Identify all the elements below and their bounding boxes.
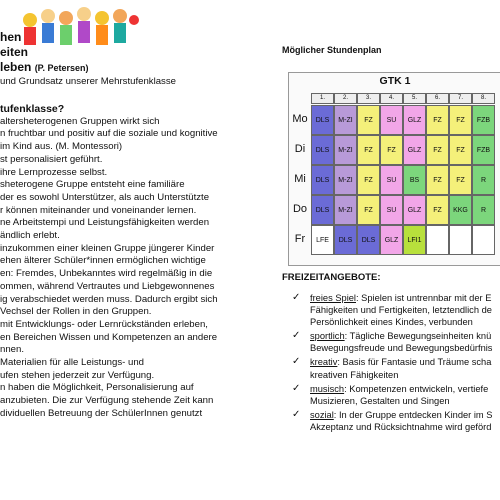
freizeit-item bbox=[290, 356, 500, 380]
timetable-cell: DLS bbox=[311, 105, 334, 135]
timetable-cell: BS bbox=[403, 165, 426, 195]
timetable-cell: FZ bbox=[426, 135, 449, 165]
checkmark-icon: ✓ bbox=[292, 356, 301, 368]
freizeit-item bbox=[290, 292, 500, 328]
text-line: im Kind aus. (M. Montessori) bbox=[0, 141, 123, 153]
left-text bbox=[0, 103, 252, 421]
section-heading: tufenklasse? bbox=[0, 103, 65, 115]
freizeit-text: : Basis für Fantasie und Träume scha bbox=[337, 357, 492, 368]
timetable-cell: SU bbox=[380, 195, 403, 225]
timetable-cell: FZ bbox=[357, 195, 380, 225]
title-line-3-text: leben bbox=[0, 60, 32, 74]
timetable-cell: GLZ bbox=[380, 225, 403, 255]
title-line-1: hen bbox=[0, 30, 22, 44]
checkmark-icon: ✓ bbox=[292, 330, 301, 342]
timetable-cell bbox=[426, 225, 449, 255]
freizeit-item bbox=[290, 383, 500, 407]
text-line: n haben die Möglichkeit, Personalisierung auf bbox=[0, 382, 194, 394]
text-line: r können miteinander und voneinander lernen. bbox=[0, 204, 197, 216]
freizeit-key: kreativ bbox=[310, 357, 338, 368]
timetable-cell bbox=[472, 225, 495, 255]
schedule-title: Möglicher Stundenplan bbox=[282, 45, 382, 55]
text-line: sheterogene Gruppe entsteht eine familiäre bbox=[0, 179, 185, 191]
timetable-cell: M-ZI bbox=[334, 195, 357, 225]
title-line-2: eiten bbox=[0, 45, 29, 59]
text-line: n fruchtbar und positiv auf die soziale und kognitive bbox=[0, 128, 218, 140]
timetable-cell: FZ bbox=[426, 105, 449, 135]
checkmark-icon: ✓ bbox=[292, 292, 301, 303]
period-header: 2. bbox=[334, 93, 357, 104]
timetable-cell: SU bbox=[380, 105, 403, 135]
period-header: 5. bbox=[403, 93, 426, 104]
freizeit-key: sozial bbox=[310, 409, 334, 420]
author: (P. Petersen) bbox=[34, 63, 89, 73]
checkmark-icon: ✓ bbox=[292, 382, 301, 394]
freizeit-text: : Spielen ist untrennbar mit der E bbox=[356, 293, 492, 303]
freizeit-continuation: Akzeptanz und Rücksichtnahme wird geförd bbox=[310, 421, 492, 432]
timetable-cell: M-ZI bbox=[334, 105, 357, 135]
text-line: ihre Lernprozesse selbst. bbox=[0, 166, 108, 178]
text-line: en: Fremdes, Unbekanntes wird regelmäßig in die bbox=[0, 268, 213, 280]
text-line: anzubieten. Die zur Verfügung stehende Zeit kann bbox=[0, 395, 214, 407]
text-line: ig verabschiedet werden muss. Dadurch ergibt sich bbox=[0, 293, 218, 305]
period-header: 3. bbox=[357, 93, 380, 104]
text-line: dividuellen Betreuung der SchülerInnen genutzt bbox=[0, 407, 203, 419]
timetable-cell: FZ bbox=[357, 105, 380, 135]
timetable-cell: DLS bbox=[311, 135, 334, 165]
children-illustration bbox=[22, 0, 140, 48]
text-line: ufen stehen jederzeit zur Verfügung. bbox=[0, 369, 155, 381]
text-line: ehen älterer Schüler*innen ermöglichen wichtige bbox=[0, 255, 206, 267]
timetable-cell: GLZ bbox=[403, 105, 426, 135]
freizeit-key: freies Spiel bbox=[310, 293, 356, 303]
freizeit-text: : Kompetenzen entwickeln, vertiefe bbox=[344, 383, 489, 394]
timetable-cell: M-ZI bbox=[334, 165, 357, 195]
text-line: der es sowohl Unterstützer, als auch Unterstützte bbox=[0, 191, 210, 203]
text-line: altersheterogenen Gruppen wirkt sich bbox=[0, 115, 160, 127]
period-header: 1. bbox=[311, 93, 334, 104]
timetable-cell: DLS bbox=[311, 195, 334, 225]
timetable-cell: FZ bbox=[449, 105, 472, 135]
period-header: 4. bbox=[380, 93, 403, 104]
freizeit-key: musisch bbox=[310, 383, 345, 394]
freizeit-list bbox=[290, 292, 500, 435]
timetable-cell: LFI1 bbox=[403, 225, 426, 255]
period-header: 6. bbox=[426, 93, 449, 104]
text-line: ommen, während Vertrautes und Liebgewonnenes bbox=[0, 280, 215, 292]
day-label: Mi bbox=[294, 173, 306, 185]
timetable-cell: LFE bbox=[311, 225, 334, 255]
freizeit-item bbox=[290, 409, 500, 433]
class-name: GTK 1 bbox=[379, 75, 411, 87]
period-header: 7. bbox=[449, 93, 472, 104]
timetable-cell: GLZ bbox=[403, 195, 426, 225]
timetable-cell bbox=[449, 225, 472, 255]
timetable-cell: R bbox=[472, 165, 495, 195]
freizeit-text: : In der Gruppe entdecken Kinder im S bbox=[333, 409, 493, 420]
timetable-cell: FZ bbox=[357, 135, 380, 165]
checkmark-icon: ✓ bbox=[292, 408, 301, 420]
timetable-cell: FZ bbox=[449, 165, 472, 195]
subtitle: und Grundsatz unserer Mehrstufenklasse bbox=[0, 76, 176, 87]
timetable-cell: FZ bbox=[380, 135, 403, 165]
text-line: inzukommen einer kleinen Gruppe jüngerer Kinder bbox=[0, 242, 215, 254]
timetable-cell: R bbox=[472, 195, 495, 225]
text-line: ne Arbeitstempi und Leistungsfähigkeiten werden bbox=[0, 217, 210, 229]
freizeit-continuation: Musizieren, Gestalten und Singen bbox=[310, 395, 450, 406]
timetable bbox=[288, 72, 500, 266]
text-line: en Bereichen Wissen und Kompetenzen an andere bbox=[0, 331, 218, 343]
freizeit-item bbox=[290, 330, 500, 354]
text-line: ändlich erlebt. bbox=[0, 230, 60, 242]
timetable-cell: DLS bbox=[311, 165, 334, 195]
freizeit-key: sportlich bbox=[310, 331, 345, 342]
day-label: Di bbox=[294, 143, 306, 155]
timetable-cell: FZ bbox=[449, 135, 472, 165]
text-line: nnen. bbox=[0, 344, 25, 356]
timetable-cell: FZB bbox=[472, 105, 495, 135]
day-label: Fr bbox=[294, 233, 306, 245]
text-line: mit Entwicklungs- oder Lernrückständen erleben, bbox=[0, 318, 208, 330]
timetable-cell: DLS bbox=[357, 225, 380, 255]
freizeit-continuation: Persönlichkeit eines Kindes, verbunden bbox=[310, 317, 473, 328]
timetable-cell: FZ bbox=[426, 165, 449, 195]
period-header: 8. bbox=[472, 93, 495, 104]
text-line: Materialien für alle Leistungs- und bbox=[0, 357, 144, 369]
title-line-3 bbox=[0, 60, 89, 74]
timetable-cell: M-ZI bbox=[334, 135, 357, 165]
freizeit-text: : Tägliche Bewegungseinheiten knü bbox=[344, 331, 492, 342]
timetable-cell: GLZ bbox=[403, 135, 426, 165]
timetable-cell: FZ bbox=[426, 195, 449, 225]
freizeit-continuation: Fähigkeiten und Fertigkeiten, letztendlich de bbox=[310, 305, 492, 316]
text-line: st personalisiert geführt. bbox=[0, 153, 103, 165]
timetable-cell: DLS bbox=[334, 225, 357, 255]
day-label: Do bbox=[292, 203, 308, 215]
freizeit-continuation: Bewegungsfreude und Bewegungsbedürfnis bbox=[310, 343, 493, 354]
timetable-cell: FZ bbox=[357, 165, 380, 195]
day-label: Mo bbox=[292, 113, 308, 125]
text-line: Vechsel der Rollen in den Gruppen. bbox=[0, 306, 152, 318]
timetable-cell: FZB bbox=[472, 135, 495, 165]
freizeit-title: FREIZEITANGEBOTE: bbox=[282, 272, 381, 283]
freizeit-continuation: kreativen Fähigkeiten bbox=[310, 369, 399, 380]
timetable-cell: SU bbox=[380, 165, 403, 195]
timetable-cell: KKG bbox=[449, 195, 472, 225]
